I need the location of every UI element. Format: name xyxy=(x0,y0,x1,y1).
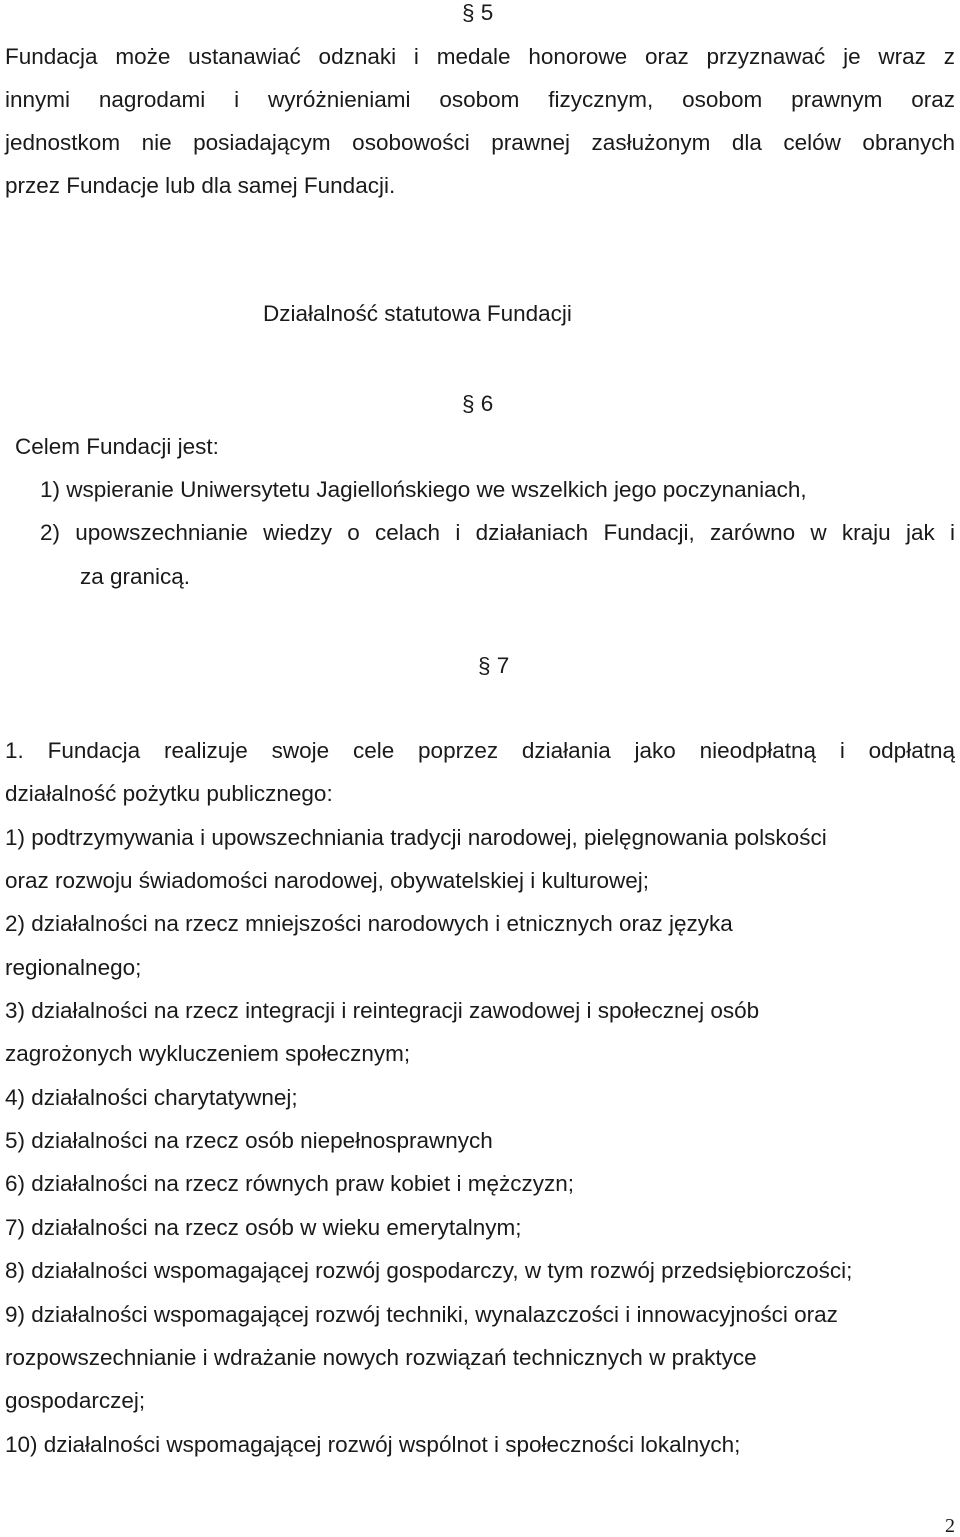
section-7-line-13: 8) działalności wspomagającej rozwój gospodarczy, w tym rozwój przedsiębiorczości; xyxy=(5,1258,853,1283)
section-7-line-3: 1) podtrzymywania i upowszechniania tradycji narodowej, pielęgnowania polskości xyxy=(5,825,827,850)
section-6-item-2: 2) upowszechnianie wiedzy o celach i działaniach Fundacji, zarówno w kraju jak i xyxy=(40,520,955,545)
section-7-line-12: 7) działalności na rzecz osób w wieku emerytalnym; xyxy=(5,1215,522,1240)
section-7-line-9: 4) działalności charytatywnej; xyxy=(5,1085,298,1110)
section-7-line-14: 9) działalności wspomagającej rozwój techniki, wynalazczości i innowacyjności oraz xyxy=(5,1302,838,1327)
section-6-item-1: 1) wspieranie Uniwersytetu Jagiellońskiego we wszelkich jego poczynaniach, xyxy=(40,477,807,502)
section-5-line-1: Fundacja może ustanawiać odznaki i medale honorowe oraz przyznawać je wraz z xyxy=(5,44,955,69)
section-7-line-2: działalność pożytku publicznego: xyxy=(5,781,333,806)
section-5-line-4: przez Fundacje lub dla samej Fundacji. xyxy=(5,173,396,198)
section-7-line-15: rozpowszechnianie i wdrażanie nowych rozwiązań technicznych w praktyce xyxy=(5,1345,757,1370)
section-7-line-11: 6) działalności na rzecz równych praw kobiet i mężczyzn; xyxy=(5,1171,574,1196)
section-7-line-7: 3) działalności na rzecz integracji i reintegracji zawodowej i społecznej osób xyxy=(5,998,760,1023)
chapter-title: Działalność statutowa Fundacji xyxy=(263,301,572,326)
section-6-intro: Celem Fundacji jest: xyxy=(15,434,219,459)
page-number: 2 xyxy=(945,1515,955,1537)
section-7-heading: § 7 xyxy=(478,653,510,678)
section-5-heading: § 5 xyxy=(462,0,494,25)
section-6-item-2-cont: za granicą. xyxy=(80,564,191,589)
section-7-line-10: 5) działalności na rzecz osób niepełnosprawnych xyxy=(5,1128,493,1153)
section-7-line-1: 1. Fundacja realizuje swoje cele poprzez działania jako nieodpłatną i odpłatną xyxy=(5,738,955,763)
section-6-heading: § 6 xyxy=(462,391,494,416)
section-7-line-5: 2) działalności na rzecz mniejszości narodowych i etnicznych oraz języka xyxy=(5,911,733,936)
section-5-line-2: innymi nagrodami i wyróżnieniami osobom fizycznym, osobom prawnym oraz xyxy=(5,87,955,112)
section-7-line-8: zagrożonych wykluczeniem społecznym; xyxy=(5,1041,411,1066)
section-5-line-3: jednostkom nie posiadającym osobowości prawnej zasłużonym dla celów obranych xyxy=(5,130,955,155)
section-7-line-4: oraz rozwoju świadomości narodowej, obywatelskiej i kulturowej; xyxy=(5,868,650,893)
section-7-line-17: 10) działalności wspomagającej rozwój wspólnot i społeczności lokalnych; xyxy=(5,1432,741,1457)
section-7-line-16: gospodarczej; xyxy=(5,1388,146,1413)
section-7-line-6: regionalnego; xyxy=(5,955,142,980)
